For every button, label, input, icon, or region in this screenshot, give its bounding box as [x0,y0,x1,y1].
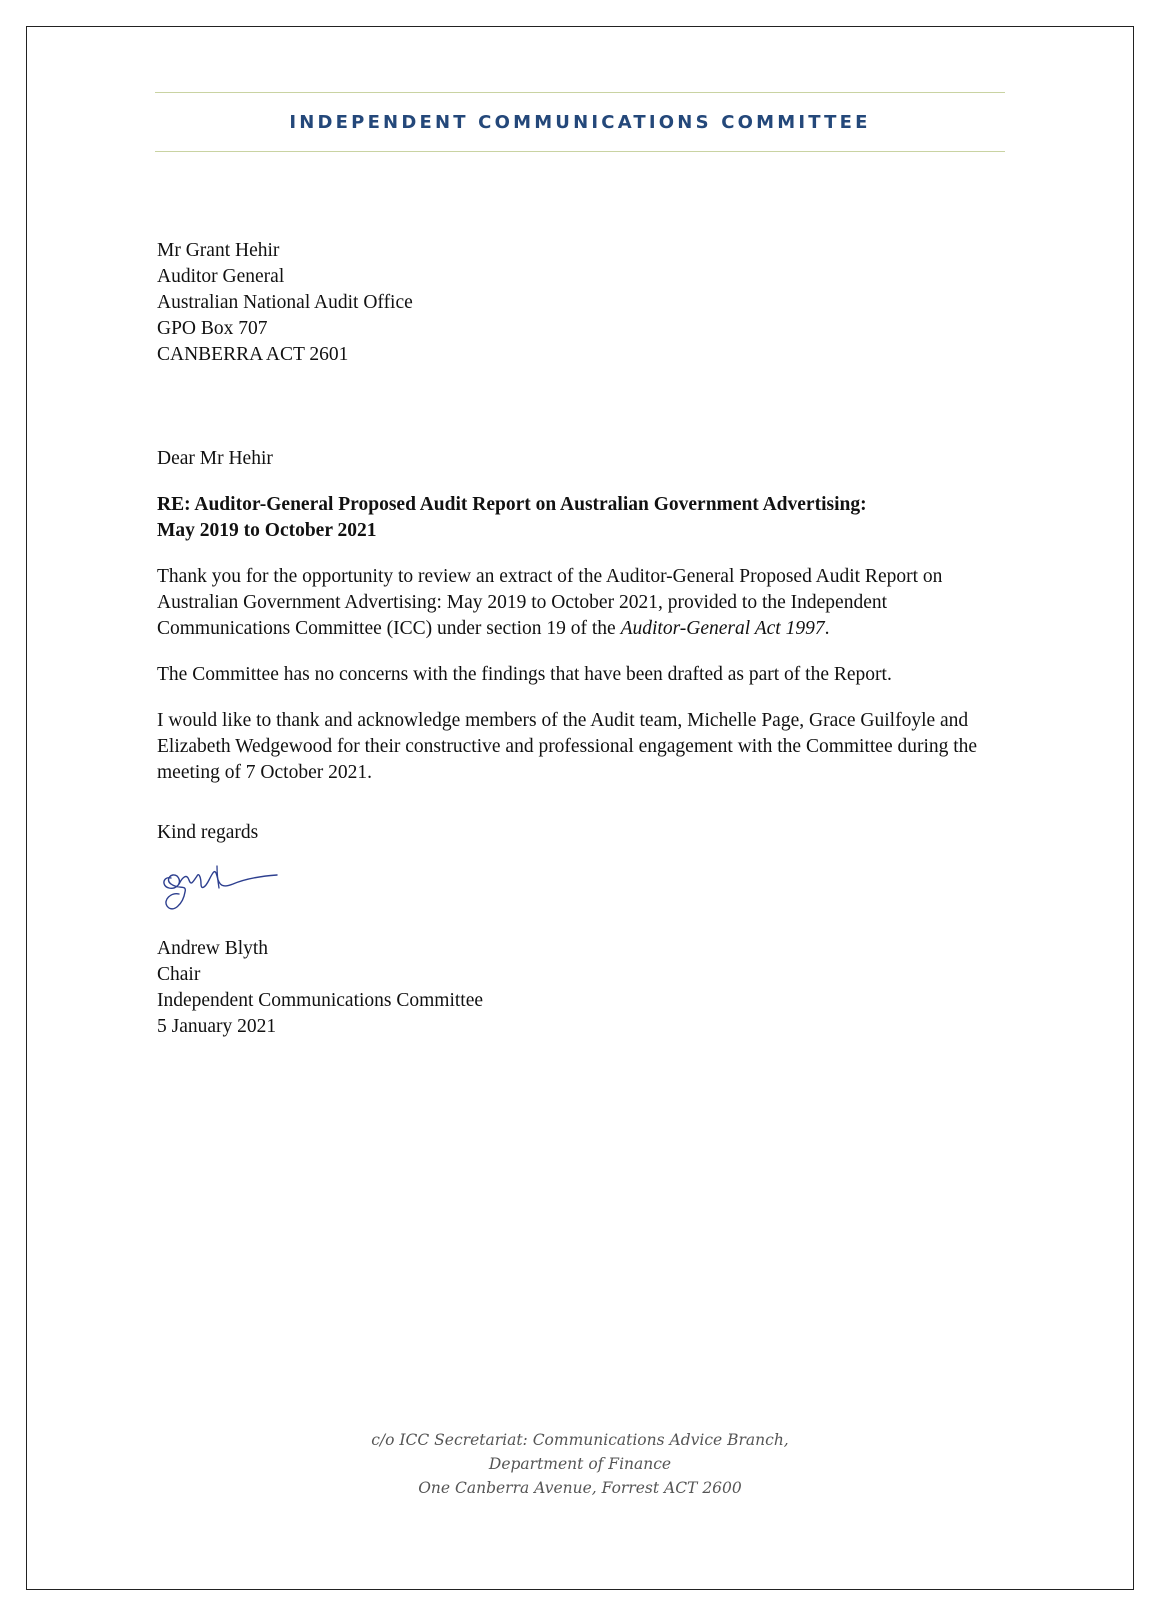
letterhead [155,92,1005,152]
handwritten-signature [157,854,297,924]
paragraph-findings: The Committee has no concerns with the findings that have been drafted as part of the Report. [157,664,892,685]
paragraph-review [157,564,1007,642]
footer-address [155,1428,1005,1500]
recipient-organisation: Australian National Audit Office [157,292,413,313]
closing: Kind regards [157,822,259,843]
recipient-address [157,238,1007,368]
recipient-title: Auditor General [157,266,285,287]
footer-line-2: Department of Finance [488,1455,672,1473]
recipient-po-box: GPO Box 707 [157,318,268,339]
letter-date: 5 January 2021 [157,1016,277,1037]
paragraph-acknowledgement: I would like to thank and acknowledge members of the Audit team, Michelle Page, Grace Guilfoyle and Elizabeth Wedgewood for their constructive and professional engagement with the Committee during the meeting of 7 October 2021. [157,710,978,783]
subject-line-2: May 2019 to October 2021 [157,520,377,541]
signatory-name: Andrew Blyth [157,938,269,959]
signatory-organisation: Independent Communications Committee [157,990,484,1011]
salutation: Dear Mr Hehir [157,448,273,469]
recipient-name: Mr Grant Hehir [157,240,280,261]
signatory-block [157,936,1007,1040]
paragraph-review-end: . [824,618,830,639]
paragraph-review-text: Thank you for the opportunity to review an extract of the Auditor-General Proposed Audit Report on Australian Government Advertising: May 2019 to October 2021, provided to the Independent Communications Committee (ICC) under section 19 of the [157,566,943,639]
recipient-city: CANBERRA ACT 2601 [157,344,349,365]
subject-line [157,492,1007,544]
letterhead-title: INDEPENDENT COMMUNICATIONS COMMITTEE [289,111,871,133]
letter-body [157,238,1007,1040]
act-title: Auditor-General Act 1997 [620,618,825,639]
footer-line-3: One Canberra Avenue, Forrest ACT 2600 [418,1479,742,1497]
subject-line-1: RE: Auditor-General Proposed Audit Report on Australian Government Advertising: [157,494,867,515]
footer-line-1: c/o ICC Secretariat: Communications Advice Branch, [371,1431,789,1449]
signatory-role: Chair [157,964,201,985]
